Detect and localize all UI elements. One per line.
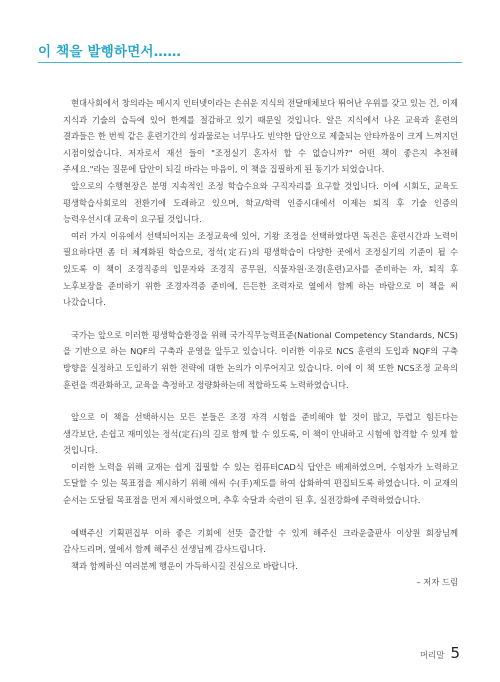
paragraph-5: 앞으로 이 책을 선택하시는 모든 분들은 조경 자격 시험을 준비해야 할 것이 많고, 두렵고 힘든다는 생각보단, 손쉽고 재미있는 정석(定石)의 길로 함께 할 수 있도록, 이 책이 안내하고 시험에 합격할 수 있게 할 것입니다.: [63, 412, 458, 456]
page-footer: [420, 644, 460, 662]
paragraph-6: 이러한 노력을 위해 교재는 쉽게 집필할 수 있는 컴퓨터CAD식 답안은 배제하였으며, 수험자가 노력하고 도달할 수 있는 목표점을 제시하기 위해 애써 수(手)제도를 하여 삽화하여 편집되도록 하였습니다. 이 교재의 순서는 도달될 목표점을 먼저 제시하였으며, 추후 숙달과 숙련이 된 후, 실전강화에 주력하였습니다.: [63, 461, 458, 506]
page-title: 이 책을 발행하면서……: [38, 44, 182, 60]
paragraph-8: 책과 함께하신 여러분께 행운이 가득하시길 진심으로 바랍니다.: [71, 560, 298, 571]
paragraph-2: 앞으로의 수행현장은 분명 지속적인 조정 학습수요와 구직자리를 요구할 것입니다. 이에 시회도, 교육도 평생학습사회로의 전환기에 도래하고 있으며, 학교/학력 인증시대에서 이제는 퇴직 후 기술 인증의 능력우선시대 교육이 요구될 것입니다.: [63, 180, 458, 225]
preface-body: [63, 95, 458, 591]
paragraph-4: 국가는 앞으로 이러한 평생학습환경을 위해 국가직무능력표준(National Competency Standards, NCS)을 기반으로 하는 NQF의 구축과 운영을 앞두고 있습니다. 이러한 이유로 NCS 훈련의 도입과 NQF의 구축 방향을 실정하고 도입하기 위한 전략에 대한 논의가 이루어지고 있습니다. 이에 이 책 또한 NCS조정 교육의 훈련을 객관화하고, 교육을 측정하고 정량화하는데 적합하도록 노력하였습니다.: [63, 329, 458, 390]
title-divider: [38, 62, 462, 63]
paragraph-3: 여러 가지 이유에서 선택되어지는 조정교육에 있어, 기왕 조정을 선택하였다면 독진은 훈련시간과 노력이 필요하다면 좀 더 체계화된 학습으로, 정석(定石)의 평생학습이 다양한 곳에서 조정실기의 기준이 될 수 있도록 이 책이 조경직종의 입문자와 조경직 공무원, 식물자원·조경(훈련)교사를 준비하는 자, 퇴직 후 노후보장을 준비하기 위한 조경자격증 준비에, 든든한 조력자로 옆에서 함께 하는 바람으로 이 책을 써 나갔습니다.: [63, 230, 458, 308]
page-number: 5: [450, 644, 460, 662]
paragraph-1: 현대사회에서 창의라는 메시지 인터넷이라는 손쉬운 지식의 전달매체보다 뛰어난 우위를 갖고 있는 건, 이제 지식과 기술의 습득에 있어 한계를 절감하고 있기 때문일 것입니다. 알은 지식에서 나온 교육과 훈련의 결과들은 한 번씩 같은 훈련기간의 성과물로는 너무나도 빈약한 답안으로 제출되는 안타까움이 크게 느껴지던 시점이었습니다. 저자로서 재선 들이 "조정실기 혼자서 할 수 없습니까?" 어떤 책이 좋은지 추천해 주세요."라는 질문에 답안이 되길 바라는 마음이, 이 책을 집필하게 된 동기가 되었습니다.: [63, 98, 458, 175]
paragraph-7: 예백주신 기획편집부 이하 좋은 기회에 선뜻 출간할 수 있게 해주신 크라운출판사 이상원 회장님께 감사드리며, 옆에서 함께 해주신 선생님께 감사드립니다.: [63, 527, 458, 555]
section-label: 머리말: [419, 651, 445, 661]
author-signature: – 저자 드림: [416, 577, 458, 588]
